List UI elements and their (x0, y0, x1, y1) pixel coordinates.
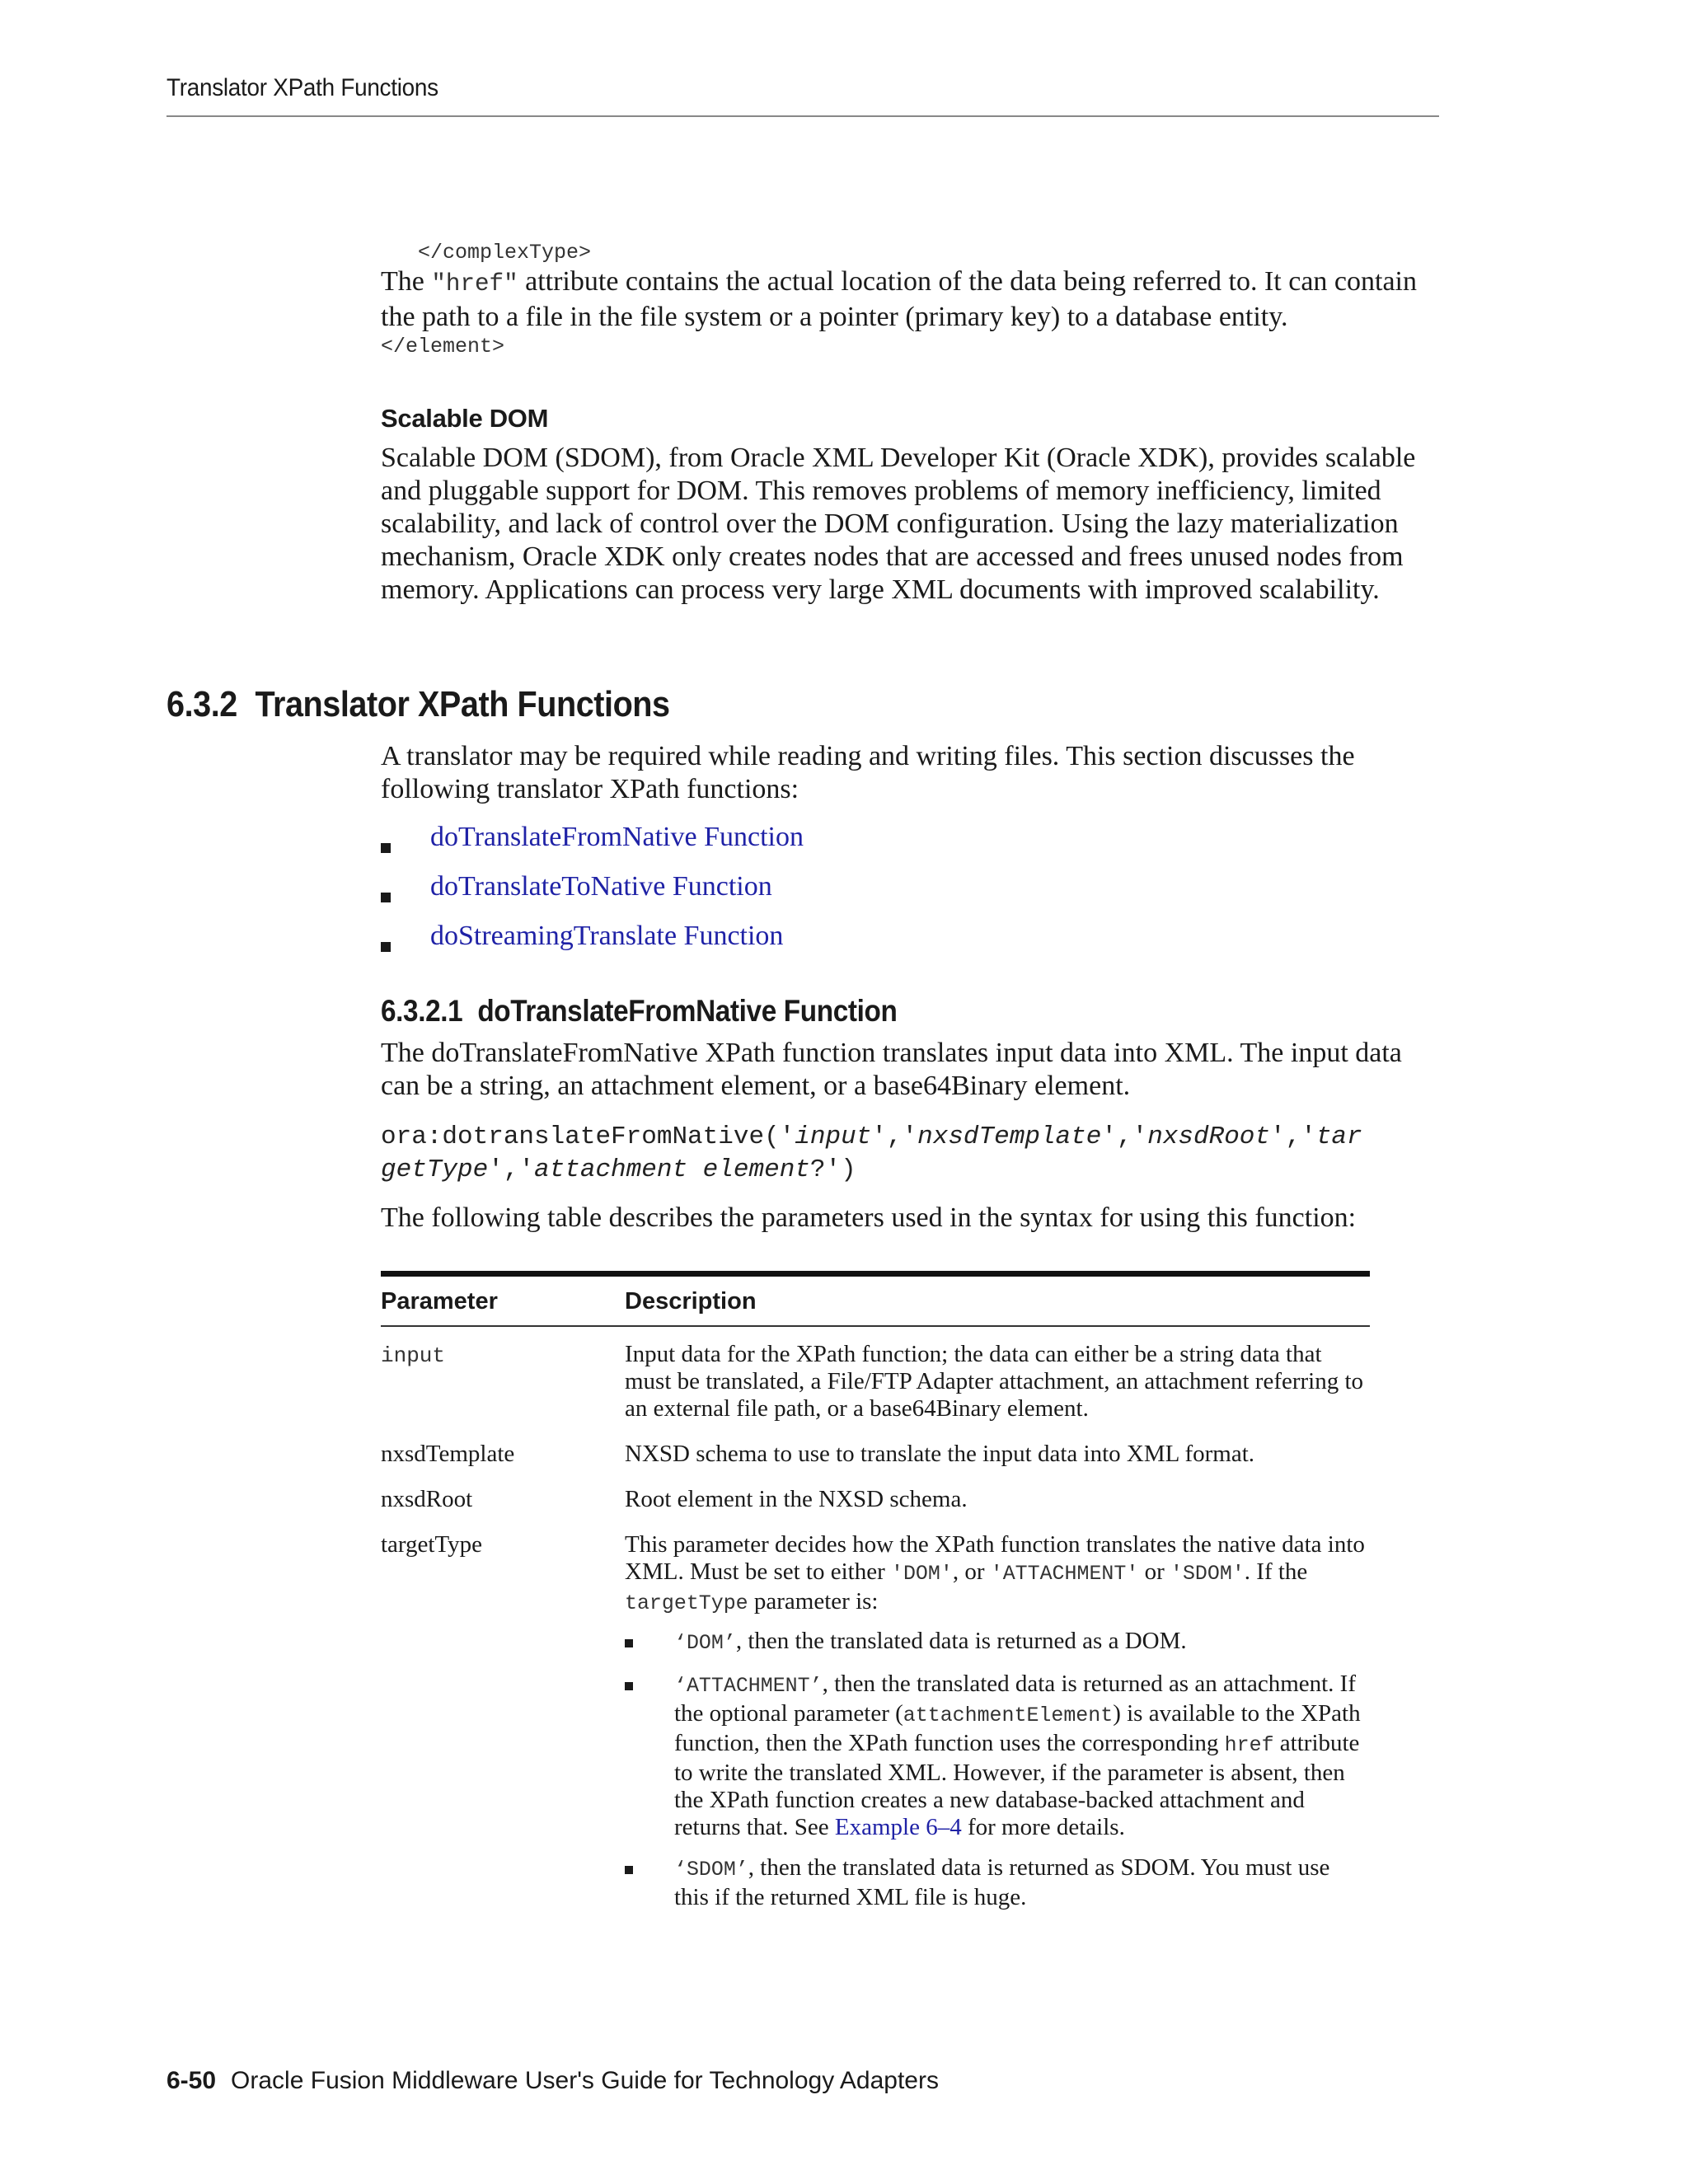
section-title: Translator XPath Functions (255, 684, 670, 724)
text: , or (952, 1558, 991, 1585)
syntax-param: attachment element (534, 1155, 810, 1184)
syntax-param: tar (1315, 1122, 1362, 1151)
section-intro: A translator may be required while reading and writing files. This section discusses the following translator XPath functions: (381, 741, 1355, 804)
bullet-icon (625, 1866, 633, 1874)
syntax-param: input (795, 1122, 872, 1151)
text: for more details. (961, 1814, 1125, 1840)
link-dotranslatefromnative[interactable]: doTranslateFromNative Function (430, 822, 804, 852)
inline-code: ‘DOM’ (674, 1632, 736, 1655)
table-header-row (381, 1274, 1370, 1327)
inline-code: attachmentElement (903, 1704, 1114, 1727)
column-header-parameter: Parameter (381, 1274, 625, 1327)
page-footer (166, 2067, 939, 2095)
header-rule (166, 115, 1439, 117)
bullet-icon (625, 1682, 633, 1690)
table-row (381, 1528, 1370, 1939)
inline-code: href (1224, 1734, 1274, 1757)
inline-code: ‘SDOM’ (674, 1858, 748, 1882)
syntax-part: ora:dotranslateFromNative(' (381, 1122, 795, 1151)
inline-code: targetType (625, 1592, 748, 1615)
link-dostreamingtranslate[interactable]: doStreamingTranslate Function (430, 921, 784, 951)
param-name: targetType (381, 1531, 483, 1558)
bullet-icon (381, 942, 391, 952)
syntax-part: ',' (488, 1155, 535, 1184)
table-intro: The following table describes the parameters used in the syntax for using this function: (381, 1202, 1357, 1233)
table-row (381, 1483, 1370, 1528)
code-line: </complexType> (381, 241, 592, 265)
bullet-icon (381, 893, 391, 902)
param-description: NXSD schema to use to translate the input data into XML format. (625, 1441, 1255, 1467)
inline-code: 'ATTACHMENT' (990, 1563, 1139, 1586)
syntax-param: nxsdTemplate (917, 1122, 1102, 1151)
href-paragraph (381, 265, 1436, 334)
text: ) is available to the XPath function, then the XPath function uses the corresponding (674, 1700, 1361, 1756)
column-header-description: Description (625, 1274, 1370, 1327)
param-description (625, 1528, 1370, 1939)
subsection-heading (381, 994, 897, 1029)
text: attribute to write the translated XML. However, if the parameter is absent, then the XPath function creates a new database-backed attachment and returns that. See (674, 1730, 1360, 1840)
param-name: nxsdRoot (381, 1486, 473, 1512)
inline-code: ‘ATTACHMENT’ (674, 1675, 823, 1698)
section-heading (166, 684, 670, 725)
book-title: Oracle Fusion Middleware User's Guide for Technology Adapters (231, 2067, 939, 2094)
text: or (1138, 1558, 1170, 1585)
function-syntax (381, 1121, 1362, 1187)
syntax-param: nxsdRoot (1147, 1122, 1271, 1151)
text: The (381, 266, 432, 297)
syntax-part: ',' (871, 1122, 918, 1151)
target-type-list (625, 1628, 1370, 1911)
running-header: Translator XPath Functions (166, 74, 438, 101)
table-row (381, 1326, 1370, 1338)
inline-code: "href" (431, 270, 518, 298)
param-code: input (381, 1343, 446, 1368)
scalable-dom-heading: Scalable DOM (381, 404, 549, 433)
bullet-icon (381, 843, 391, 853)
text: , then the translated data is returned as a DOM. (735, 1628, 1187, 1654)
param-description: Input data for the XPath function; the data can either be a string data that must be translated, a File/FTP Adapter attachment, an attachment referring to an external file path, or a base64Binary element. (625, 1341, 1364, 1422)
bullet-icon (625, 1639, 633, 1647)
function-description: The doTranslateFromNative XPath function translates input data into XML. The input data can be a string, an attachment element, or a base64Binary element. (381, 1038, 1402, 1101)
table-row (381, 1338, 1370, 1437)
example-link[interactable]: Example 6–4 (834, 1814, 962, 1840)
text: This parameter decides how the XPath function translates the native data into XML. Must be set to either (625, 1531, 1365, 1585)
table-row (381, 1437, 1370, 1483)
param-name: nxsdTemplate (381, 1441, 515, 1467)
text: , then the translated data is returned as SDOM. You must use this if the returned XML file is huge. (674, 1854, 1330, 1910)
code-line: </element> (381, 335, 505, 359)
text: attribute contains the actual location of the data being referred to. It can contain the path to a file in the file system or a pointer (primary key) to a database entity. (381, 266, 1417, 332)
subsection-number: 6.3.2.1 (381, 994, 463, 1028)
text: parameter is: (748, 1588, 879, 1615)
syntax-part: ',' (1101, 1122, 1148, 1151)
inline-code: 'SDOM' (1170, 1563, 1245, 1586)
subsection-title: doTranslateFromNative Function (477, 994, 898, 1028)
list-item (625, 1854, 1370, 1911)
scalable-dom-paragraph: Scalable DOM (SDOM), from Oracle XML Developer Kit (Oracle XDK), provides scalable and pluggable support for DOM. This removes problems of memory inefficiency, limited scalability, and lack of control over the DOM configuration. Using the lazy materialization mechanism, Oracle XDK only creates nodes that are accessed and frees unused nodes from memory. Applications can process very large XML documents with improved scalability. (381, 443, 1416, 605)
list-item (625, 1628, 1370, 1657)
param-name (381, 1338, 625, 1437)
syntax-part: ',' (1270, 1122, 1316, 1151)
syntax-part: ?') (809, 1155, 856, 1184)
page-number: 6-50 (166, 2067, 217, 2094)
text: . If the (1244, 1558, 1308, 1585)
inline-code: 'DOM' (890, 1563, 953, 1586)
link-dotranslatetonative[interactable]: doTranslateToNative Function (430, 871, 772, 902)
text: , then the translated data is returned as an attachment. If the optional parameter ( (674, 1671, 1356, 1727)
list-item (625, 1671, 1370, 1841)
parameter-table (381, 1271, 1370, 1939)
syntax-param: getType (381, 1155, 489, 1184)
section-number: 6.3.2 (166, 684, 237, 724)
param-description: Root element in the NXSD schema. (625, 1486, 968, 1512)
